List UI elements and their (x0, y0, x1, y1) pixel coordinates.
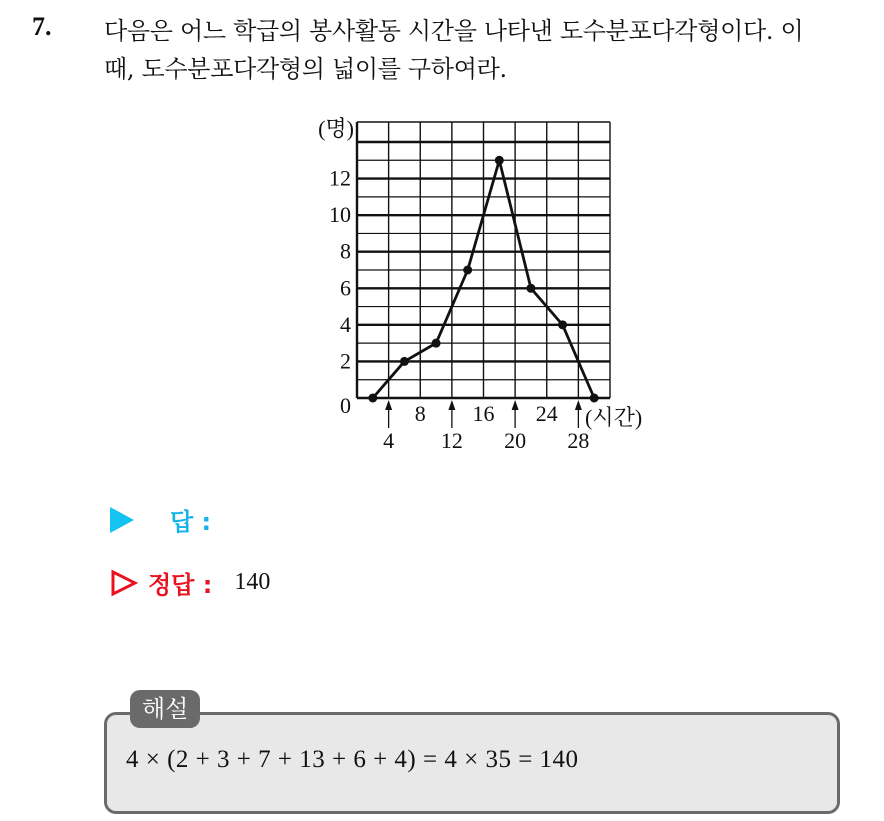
data-point (463, 266, 472, 275)
triangle-right-filled-icon (110, 507, 134, 533)
x-unit-label: (시간) (585, 405, 643, 430)
x-tick-arrowhead (575, 400, 582, 410)
x-tick-label: 16 (472, 401, 495, 426)
data-point (495, 156, 504, 165)
x-tick-label: 28 (567, 428, 590, 453)
data-point (590, 394, 599, 403)
correct-answer-row (110, 565, 270, 600)
y-tick-label: 12 (329, 165, 351, 191)
data-point (526, 284, 535, 293)
x-tick-label: 24 (535, 401, 558, 426)
y-tick-label: 0 (340, 393, 351, 418)
question-number: 7. (32, 12, 52, 41)
y-tick-label: 10 (329, 202, 351, 228)
data-point (558, 320, 567, 329)
question-line-1: 다음은 어느 학급의 봉사활동 시간을 나타낸 도수분포다각형이다. 이 (104, 17, 804, 45)
correct-answer-label: 정답 : (148, 571, 213, 599)
y-unit-label: (명) (318, 116, 354, 141)
x-tick-arrowhead (448, 400, 455, 410)
solution-tab: 해설 (130, 690, 200, 728)
data-point (432, 339, 441, 348)
x-tick-arrowhead (512, 400, 519, 410)
triangle-right-outline-icon (110, 569, 138, 597)
answer-row (110, 502, 211, 537)
y-tick-label: 4 (340, 311, 351, 337)
x-tick-label: 20 (504, 428, 527, 453)
data-point (400, 357, 409, 366)
answer-label: 답 : (170, 508, 212, 536)
x-tick-arrowhead (385, 400, 392, 410)
x-tick-label: 4 (383, 428, 395, 453)
x-tick-label: 8 (414, 401, 426, 426)
question-line-2: 때, 도수분포다각형의 넓이를 구하여라. (104, 55, 507, 83)
correct-answer-value: 140 (234, 569, 271, 595)
y-tick-label: 8 (340, 238, 351, 264)
data-point (368, 394, 377, 403)
x-tick-label: 12 (440, 428, 463, 453)
y-tick-label: 2 (340, 348, 351, 374)
y-tick-label: 6 (340, 275, 351, 301)
solution-formula: 4 × (2 + 3 + 7 + 13 + 6 + 4) = 4 × 35 = 140 (126, 746, 579, 773)
